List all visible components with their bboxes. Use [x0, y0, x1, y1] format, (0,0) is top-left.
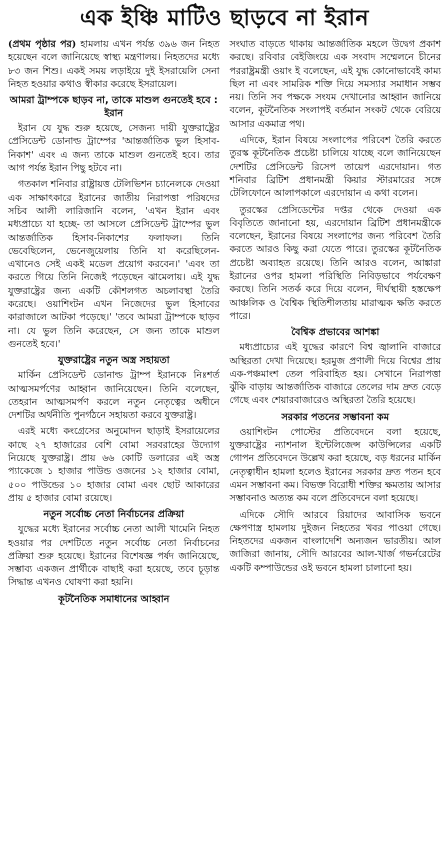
left-column — [8, 38, 220, 608]
article-headline: এক ইঞ্চি মাটিও ছাড়বে না ইরান — [79, 6, 370, 31]
paragraph: গতকাল শনিবার রাষ্ট্রায়ত্ত টেলিভিশন চ্যানেলকে দেওয়া এক সাক্ষাৎকারে ইরানের জাতীয় নিরাপত্তা পরিষদের সচিব আলী লারিজানি বলেন, 'এখন ইরান এবং মধ্যপ্রাচ্যে যা হচ্ছে- তা আসলে প্রেসিডেন্ট ট্রাম্পের ভুল আন্তর্জাতিক হিসাব-নিকাশের ফলাফল। তিনি ভেবেছিলেন, ভেনেজুয়েলায় তিনি যা করেছিলেন- এখানেও সেই একই মডেল প্রয়োগ করবেন।' 'এবং তা করতে গিয়ে তিনি নিজেই পড়েছেন ঝামেলায়। এই যুদ্ধ যুক্তরাষ্ট্রের জন্য একটি কৌশলগত অচলাবস্থা তৈরি করেছে। ওয়াশিংটন এখন নিজেদের ভুল হিসাবের কারাজালে আটকা পড়েছে।' 'তবে আমরা ট্রাম্পকে ছাড়ব না। যে ভুল তিনি করেছেন, সে জন্য তাকে মাশুল গুনতেই হবে।' — [8, 179, 220, 350]
paragraph: যুদ্ধের মধ্যে ইরানের সর্বোচ্চ নেতা আলী খামেনি নিহত হওয়ার পর দেশটিতে নতুন সর্বোচ্চ নেতা নির্বাচনের প্রক্রিয়া শুরু হয়েছে। ইরানের বিশেষজ্ঞ পর্ষদ জানিয়েছে, সম্ভাব্য একজন প্রার্থীকে বাছাই করা হয়েছে, তবে চূড়ান্ত সিদ্ধান্ত এখনও ঘোষণা করা হয়নি। — [8, 524, 220, 589]
paragraph: (প্রথম পৃষ্ঠার পর) হামলায় এখন পর্যন্ত ৩৯৬ জন নিহত হয়েছেন বলে জানিয়েছে স্বাস্থ্য মন্ত্রণালয়। নিহতদের মধ্যে ৮৩ জন শিশু। একই সময় লড়াইয়ে দুই ইসরায়েলি সেনা নিহত হওয়ার কথাও স্বীকার করেছে ইসরায়েল। — [8, 39, 220, 90]
subheading: নতুন সর্বোচ্চ নেতা নির্বাচনের প্রক্রিয়া — [43, 509, 185, 521]
paragraph: ওয়াশিংটন পোস্টের প্রতিবেদনে বলা হয়েছে, যুক্তরাষ্ট্রের ন্যাশনাল ইন্টেলিজেন্স কাউন্সিলের একটি গোপন প্রতিবেদনে উল্লেখ করা হয়েছে, বড় ধরনের মার্কিন নেতৃত্বাধীন হামলা হলেও ইরানের সরকার দ্রুত পতন হবে এমন সম্ভাবনা কম। বিভক্ত বিরোধী শক্তির ক্ষমতায় আসার সম্ভাবনাও অত্যন্ত কম বলে প্রতিবেদনে বলা হয়েছে। — [229, 426, 441, 505]
subheading: কূটনৈতিক সমাধানের আহ্বান — [58, 593, 170, 605]
subheading: আমরা ট্রাম্পকে ছাড়ব না, তাকে মাশুল গুনতেই হবে : ইরান — [9, 95, 218, 120]
paragraph: মধ্যপ্রাচ্যের এই যুদ্ধের কারণে বিশ্ব জ্বালানি বাজারে অস্থিরতা দেখা দিয়েছে। হরমুজ প্রণালী দিয়ে বিশ্বের প্রায় এক-পঞ্চমাংশ তেল পরিবাহিত হয়। সেখানে নিরাপত্তা ঝুঁকি বাড়ায় আন্তর্জাতিক বাজারে তেলের দাম দ্রুত বেড়ে গেছে এবং শেয়ারবাজারেও অস্থিরতা তৈরি হয়েছে। — [229, 342, 441, 407]
paragraph: মার্কিন প্রেসিডেন্ট ডোনাল্ড ট্রাম্প ইরানকে নিঃশর্ত আত্মসমর্পণের আহ্বান জানিয়েছেন। তিনি বলেছেন, তেহরান আত্মসমর্পণ করলে নতুন নেতৃত্বের অধীনে দেশটির অর্থনীতি পুনর্গঠনে সহায়তা করবে যুক্তরাষ্ট্র। — [8, 370, 220, 422]
subheading: যুক্তরাষ্ট্রের নতুন অস্ত্র সহায়তা — [57, 355, 170, 367]
right-column — [230, 38, 442, 578]
subheading: বৈশ্বিক প্রভাবের আশঙ্কা — [291, 327, 380, 339]
paragraph: তুরস্কের প্রেসিডেন্টের দপ্তর থেকে দেওয়া এক বিবৃতিতে জানানো হয়, এরদোয়ান ব্রিটিশ প্রধানমন্ত্রীকে বলেছেন, ইরানের বিষয়ে সংলাপের জন্য পরিবেশ তৈরি করতে আরও কিছু করা যেতে পারে। তুরস্কের কূটনৈতিক প্রচেষ্টা অব্যাহত রয়েছে। তিনি আরও বলেন, আঙ্কারা ইরানের ওপর হামলা পরিস্থিতি নিবিড়ভাবে পর্যবেক্ষণ করছে। তিনি সতর্ক করে দিয়ে বলেন, দীর্ঘস্থায়ী হস্তক্ষেপ আঞ্চলিক ও বৈশ্বিক স্থিতিশীলতায় মারাত্মক ক্ষতি করতে পারে। — [229, 204, 441, 322]
paragraph: ইরান যে যুদ্ধ শুরু হয়েছে, সেজন্য দায়ী যুক্তরাষ্ট্রের প্রেসিডেন্ট ডোনাল্ড ট্রাম্পের 'আন্তর্জাতিক ভুল হিসাব-নিকাশ' এবং এ জন্য তাকে মাশুল গুনতেই হবে। তার আগ পর্যন্ত ইরান পিছু হটবে না। — [8, 123, 220, 175]
paragraph: এরই মধ্যে কংগ্রেসের অনুমোদন ছাড়াই ইসরায়েলের কাছে ২৭ হাজারের বেশি বোমা সরবরাহের উদ্যোগ নিয়েছে যুক্তরাষ্ট্র। প্রায় ৬৬ কোটি ডলারের এই অস্ত্র প্যাকেজে ১ হাজার পাউন্ড ওজনের ১২ হাজার বোমা, ৫০০ পাউন্ডের ১০ হাজার বোমা এবং ছোট আকারের প্রায় ৫ হাজার বোমা রয়েছে। — [8, 426, 220, 504]
article-body — [8, 38, 441, 608]
paragraph: এদিকে সৌদি আরবে রিয়াদের আবাসিক ভবনে ক্ষেপণাস্ত্র হামলায় দুইজন নিহতের খবর পাওয়া গেছে। নিহতদের একজন বাংলাদেশি অন্যজন ভারতীয়। আল জাজিরা জানায়, সৌদি আরবের আল-খার্জ গভর্নরেটের একটি কম্পাউন্ডের ওই ভবনে হামলা চালানো হয়। — [229, 509, 441, 574]
paragraph: সংঘাত বাড়তে থাকায় আন্তর্জাতিক মহলে উদ্বেগ প্রকাশ করছে। রবিবার বেইজিংয়ে এক সংবাদ সম্মেলনে চীনের পররাষ্ট্রমন্ত্রী ওয়াং ই বলেছেন, এই যুদ্ধ কোনোভাবেই কাম্য ছিল না এবং সামরিক শক্তি দিয়ে সমস্যার সমাধান সম্ভব নয়। তিনি সব পক্ষকে সংযম দেখানোর আহ্বান জানিয়ে বলেন, কূটনৈতিক সংলাপই বর্তমান সংকট থেকে বেরিয়ে আসার একমাত্র পথ। — [229, 39, 441, 130]
subheading: সরকার পতনের সম্ভাবনা কম — [281, 411, 390, 423]
continuation-label: (প্রথম পৃষ্ঠার পর) — [8, 39, 77, 50]
paragraph: এদিকে, ইরান বিষয়ে সংলাপের পরিবেশ তৈরি করতে তুরস্ক কূটনৈতিক প্রচেষ্টা চালিয়ে যাচ্ছে বলে জানিয়েছেন দেশটির প্রেসিডেন্ট রিসেপ তায়েপ এরদোয়ান। গত শনিবার ব্রিটিশ প্রধানমন্ত্রী কিয়ার স্টারমারের সঙ্গে টেলিফোনে আলাপকালে এরদোয়ান এ কথা বলেন। — [229, 135, 441, 200]
